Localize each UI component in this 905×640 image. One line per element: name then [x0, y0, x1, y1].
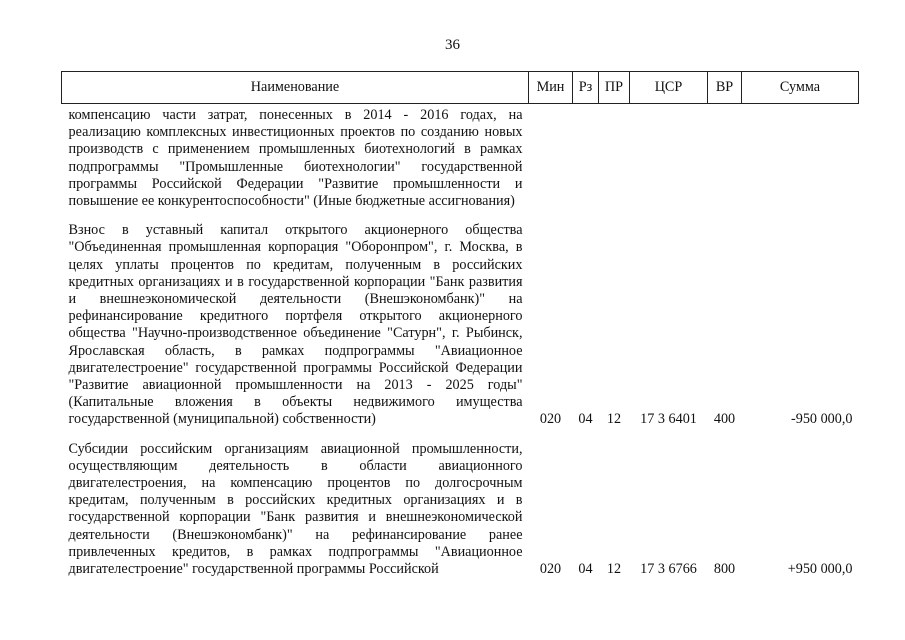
row-vr: 800: [713, 561, 736, 578]
header-min: Мин: [529, 72, 573, 104]
header-vr: ВР: [708, 72, 742, 104]
header-name: Наименование: [62, 72, 529, 104]
header-pr: ПР: [599, 72, 630, 104]
table-row: [62, 104, 859, 211]
budget-table: [61, 71, 859, 578]
row-rz: 04: [578, 561, 593, 578]
row-pr: 12: [606, 561, 622, 578]
row-name: Субсидии российским организациям авиационной промышленности, осуществляющим деятельность в области авиационного двигателестроения, на компенсацию процентов по долгосрочным кредитам, полученным в российских кредитных организациях и в государственной корпорации "Банк развития и внешнеэкономической деятельности (Внешэкономбанк)" на рефинансирование ранее привлеченных кредитов, в рамках подпрограммы "Авиационное двигателестроение" государственной программы Российской: [68, 440, 523, 578]
table-row: [62, 210, 859, 428]
row-pr: 12: [606, 411, 622, 428]
row-sum: [742, 104, 859, 211]
row-rz: 04: [578, 411, 593, 428]
row-name: компенсацию части затрат, понесенных в 2014 - 2016 годах, на реализацию комплексных инвестиционных проектов по созданию новых производств с применением промышленных биотехнологий в рамках подпрограммы "Промышленные биотехнологии" государственной программы Российской Федерации "Развитие промышленности и повышение ее конкурентоспособности" (Иные бюджетные ассигнования): [68, 107, 523, 210]
row-pr: [599, 104, 630, 211]
row-vr: [708, 104, 742, 211]
row-csr: [630, 104, 708, 211]
row-csr: 17 3 6401: [640, 411, 697, 428]
table-row: [62, 429, 859, 579]
header-sum: Сумма: [742, 72, 859, 104]
header-rz: Рз: [573, 72, 599, 104]
row-sum: -950 000,0: [791, 411, 853, 428]
table-header-row: [62, 72, 859, 104]
row-sum: +950 000,0: [787, 561, 853, 578]
row-min: 020: [539, 561, 562, 578]
row-csr: 17 3 6766: [640, 561, 697, 578]
row-name: Взнос в уставный капитал открытого акционерного общества "Объединенная промышленная корпорация "Оборонпром", г. Москва, в целях уплаты процентов по кредитам, полученным в российских кредитных организациях и в государственной корпорации "Банк развития и внешнеэкономической деятельности (Внешэкономбанк)" на рефинансирование кредитного портфеля открытого акционерного общества "Научно-производственное объединение "Сатурн", г. Рыбинск, Ярославская область, в рамках подпрограммы "Авиационное двигателестроение" государственной программы Российской Федерации "Развитие авиационной промышленности на 2013 - 2025 годы" (Капитальные вложения в объекты недвижимого имущества государственной (муниципальной) собственности): [68, 222, 523, 428]
row-rz: [573, 104, 599, 211]
header-csr: ЦСР: [630, 72, 708, 104]
page-number: 36: [445, 37, 460, 53]
row-min: 020: [539, 411, 562, 428]
row-vr: 400: [713, 411, 736, 428]
row-min: [529, 104, 573, 211]
